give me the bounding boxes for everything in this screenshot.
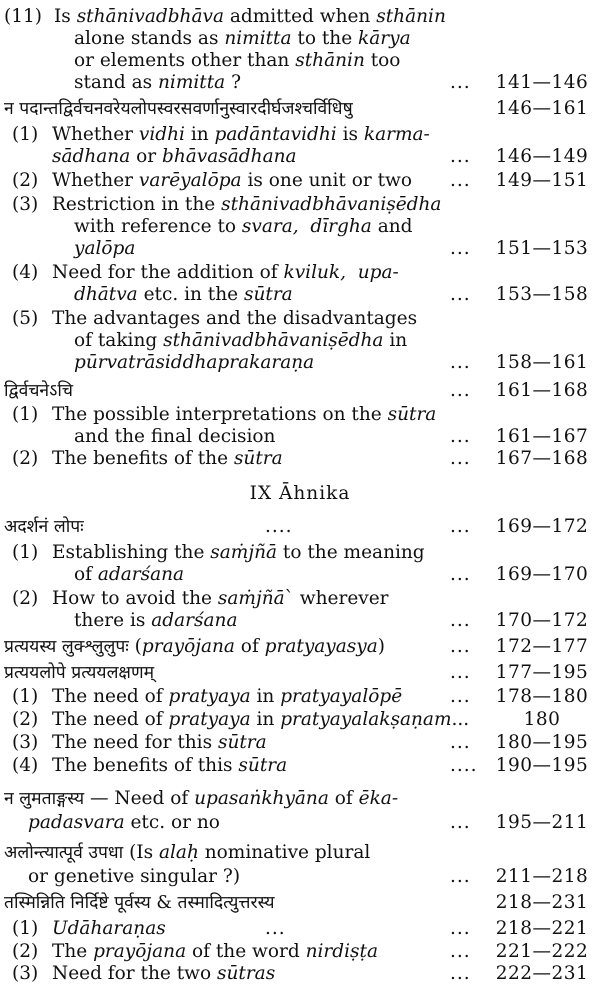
page-range: 178—180 <box>495 686 589 707</box>
toc-entry <box>0 918 600 940</box>
toc-entry <box>0 262 600 284</box>
page-range: 177—195 <box>495 662 589 683</box>
entry-text: The need for this sūtra <box>52 732 267 753</box>
entry-text: The benefits of the sūtra <box>52 448 283 469</box>
toc-entry-cont: with reference to svara, dīrgha and <box>74 216 413 237</box>
page-range: 211—218 <box>495 866 589 887</box>
heading-text: अदर्शनं लोपः <box>4 517 84 537</box>
toc-entry <box>0 448 600 470</box>
toc-entry <box>0 732 600 754</box>
toc-entry-cont: sādhana or bhāvasādhana ... 146—149 <box>0 146 600 168</box>
heading-text: अलोन्त्यात्पूर्व उपधा (Is alaḥ nominative plural <box>4 842 371 863</box>
page-range: 141—146 <box>495 72 589 93</box>
entry-text: Establishing the saṁjñā to the meaning <box>52 542 425 563</box>
page-range: 153—158 <box>495 284 589 305</box>
heading-text: द्विर्वचनेऽचि <box>4 381 73 401</box>
toc-entry-cont: yalōpa ... 151—153 <box>0 238 600 260</box>
toc-entry-cont: of taking sthānivadbhāvaniṣēdha in <box>74 330 408 351</box>
entry-number: (2) <box>12 588 39 609</box>
toc-entry <box>0 963 600 985</box>
toc-entry-cont: alone stands as nimitta to the kārya <box>74 28 411 49</box>
leader-dots: ... <box>450 866 471 887</box>
entry-text: Need for the addition of kviluk, upa- <box>52 262 399 283</box>
leader-dots: ... <box>450 284 471 305</box>
page-range: 170—172 <box>495 610 589 631</box>
heading-text: तस्मिन्निति निर्दिष्टे पूर्वस्य & तस्मादित्युत्तरस्य <box>4 893 275 913</box>
page-range: 146—161 <box>495 98 589 119</box>
entry-number: (4) <box>12 755 39 776</box>
toc-entry-cont: or genetive singular ?) ... 211—218 <box>0 866 600 888</box>
page-range: 158—161 <box>495 352 589 373</box>
entry-text: The possible interpretations on the sūtra <box>52 404 437 425</box>
leader-dots: ... <box>450 610 471 631</box>
entry-number: (2) <box>12 941 39 962</box>
page-range: 218—231 <box>495 892 589 913</box>
entry-number: (2) <box>12 170 39 191</box>
entry-number: (1) <box>12 918 39 939</box>
toc-entry <box>0 686 600 708</box>
page-range: 161—167 <box>495 426 589 447</box>
toc-heading <box>0 636 600 658</box>
leader-dots: ... <box>450 918 471 939</box>
leader-dots: ... <box>450 146 471 167</box>
entry-text: Udāharaṇas <box>52 918 166 939</box>
entry-number: (2) <box>12 709 39 730</box>
page-range: 149—151 <box>495 170 589 191</box>
page-range: 169—172 <box>495 516 589 537</box>
entry-number: (2) <box>12 448 39 469</box>
entry-text: Restriction in the sthānivadbhāvaniṣēdha <box>52 194 442 215</box>
leader-dots: ... <box>450 426 471 447</box>
toc-entry-cont: there is adarśana ... 170—172 <box>0 610 600 632</box>
page-range: 222—231 <box>495 963 589 984</box>
toc-entry <box>0 588 600 610</box>
leader-dots: .... <box>265 516 293 537</box>
toc-entry-cont: padasvara etc. or no ... 195—211 <box>0 812 600 834</box>
entry-text: The advantages and the disadvantages <box>52 308 418 329</box>
entry-number: (1) <box>12 404 39 425</box>
leader-dots: ... <box>450 732 471 753</box>
heading-text: प्रत्ययलोपे प्रत्ययलक्षणम् <box>4 663 155 683</box>
page-range: 161—168 <box>495 380 589 401</box>
toc-heading <box>0 662 600 684</box>
leader-dots: ... <box>450 812 471 833</box>
page-range: 190—195 <box>495 755 589 776</box>
leader-dots: ... <box>450 963 471 984</box>
page-range: 167—168 <box>495 448 589 469</box>
toc-entry <box>0 194 600 216</box>
page-range: 169—170 <box>495 564 589 585</box>
entry-text: The need of pratyaya in pratyayalakṣaṇam... <box>52 709 470 730</box>
page-range: 172—177 <box>495 636 589 657</box>
page-range: 195—211 <box>495 812 589 833</box>
entry-text: How to avoid the saṁjñā` wherever <box>52 588 389 609</box>
leader-dots: ... <box>450 238 471 259</box>
entry-number: (1) <box>12 686 39 707</box>
entry-number: (5) <box>12 308 39 329</box>
leader-dots: .... <box>450 755 478 776</box>
leader-dots: ... <box>450 380 471 401</box>
toc-entry <box>0 6 600 28</box>
toc-entry <box>0 404 600 426</box>
entry-text: The benefits of this sūtra <box>52 755 288 776</box>
entry-text: Whether varēyalōpa is one unit or two <box>52 170 412 191</box>
toc-entry <box>0 170 600 192</box>
entry-number: (1) <box>12 542 39 563</box>
toc-entry <box>0 124 600 146</box>
leader-dots: ... <box>450 516 471 537</box>
leader-dots: ... <box>265 918 286 939</box>
toc-entry <box>0 308 600 330</box>
page-range: 180 <box>523 709 561 730</box>
toc-entry <box>0 542 600 564</box>
heading-text: न पदान्तद्विर्वचनवरेयलोपस्वरसवर्णानुस्वारदीर्घजश्चर्विधिषु <box>4 99 353 119</box>
page-range: 146—149 <box>495 146 589 167</box>
leader-dots: ... <box>450 448 471 469</box>
page-range: 151—153 <box>495 238 589 259</box>
toc-entry-cont: dhātva etc. in the sūtra ... 153—158 <box>0 284 600 306</box>
toc-entry-cont: or elements other than sthānin too <box>74 50 401 71</box>
entry-number: (11) <box>4 6 42 27</box>
entry-text: The prayōjana of the word nirdiṣṭa <box>52 941 378 962</box>
entry-number: (1) <box>12 124 39 145</box>
toc-entry-cont: and the final decision ... 161—167 <box>0 426 600 448</box>
entry-number: (4) <box>12 262 39 283</box>
entry-text: Whether vidhi in padāntavidhi is karma- <box>52 124 430 145</box>
entry-text: The need of pratyaya in pratyayalōpē <box>52 686 403 707</box>
toc-heading <box>0 380 600 402</box>
page-range: 221—222 <box>495 941 589 962</box>
leader-dots: ... <box>450 170 471 191</box>
entry-number: (3) <box>12 732 39 753</box>
entry-number: (3) <box>12 963 39 984</box>
entry-text: Need for the two sūtras <box>52 963 276 984</box>
leader-dots: ... <box>450 686 471 707</box>
toc-entry-cont: stand as nimitta ? ... 141—146 <box>0 72 600 94</box>
toc-heading <box>0 842 600 864</box>
entry-number: (3) <box>12 194 39 215</box>
leader-dots: ... <box>450 636 471 657</box>
leader-dots: ... <box>450 352 471 373</box>
toc-entry <box>0 755 600 777</box>
leader-dots: ... <box>450 72 471 93</box>
toc-entry-cont: of adarśana ... 169—170 <box>0 564 600 586</box>
toc-heading <box>0 516 600 538</box>
leader-dots: ... <box>450 662 471 683</box>
leader-dots: ... <box>450 941 471 962</box>
toc-entry <box>0 709 600 731</box>
toc-heading <box>0 892 600 914</box>
leader-dots: ... <box>450 564 471 585</box>
heading-text: न लुमताङ्गस्य — Need of upasaṅkhyāna of ēka- <box>4 788 399 809</box>
toc-heading <box>0 98 600 120</box>
toc-entry-cont: pūrvatrāsiddhaprakaraṇa ... 158—161 <box>0 352 600 374</box>
page-range: 218—221 <box>495 918 589 939</box>
entry-text: Is sthānivadbhāva admitted when sthānin <box>54 6 446 27</box>
heading-text: प्रत्ययस्य लुक्श्लुलुपः (prayōjana of pratyayasya) <box>4 636 385 657</box>
section-title: IX Āhnika <box>249 483 351 504</box>
toc-heading <box>0 788 600 810</box>
page-range: 180—195 <box>495 732 589 753</box>
toc-entry <box>0 941 600 963</box>
